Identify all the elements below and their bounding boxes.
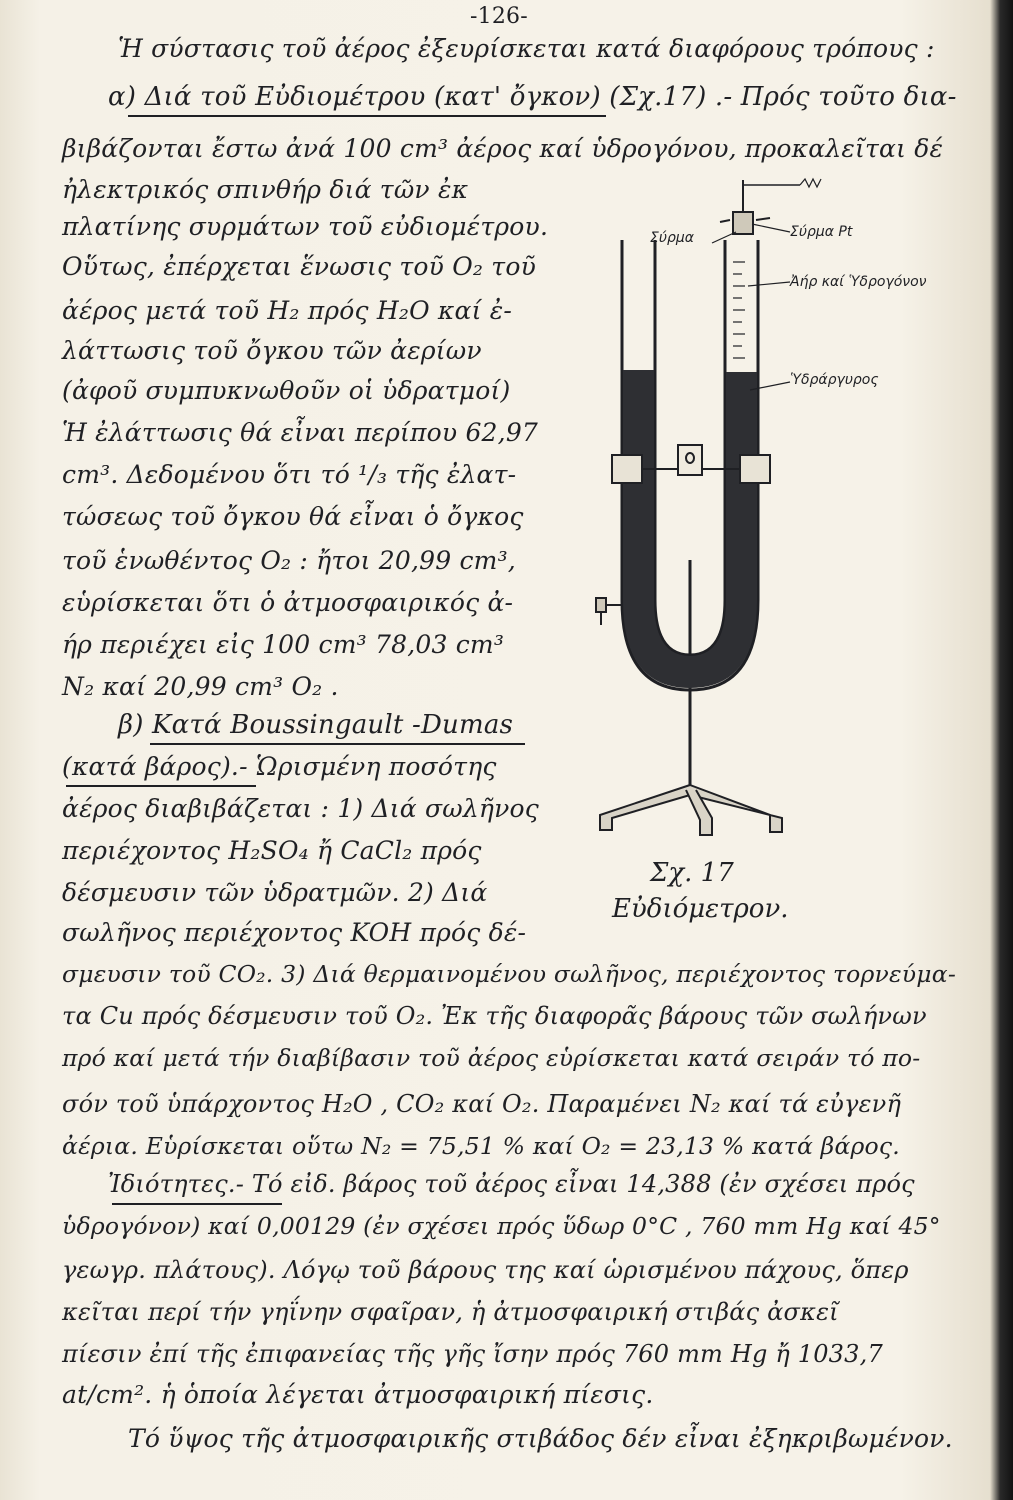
text-line: ἀέρια. Εὑρίσκεται οὕτω N₂ = 75,51 % καί O₂ = 23,13 % κατά βάρος. — [62, 1132, 900, 1160]
text-line: N₂ καί 20,99 cm³ O₂ . — [62, 672, 339, 701]
label-air-hydrogen: Ἀήρ καί Ὑδρογόνον — [790, 274, 927, 290]
text-line: κεῖται περί τήν γηΐνην σφαῖραν, ἡ ἀτμοσφαιρική στιβάς ἀσκεῖ — [62, 1298, 839, 1326]
text-line: α) Διά τοῦ Εὐδιομέτρου (κατ' ὄγκον) (Σχ.17) .- Πρός τοῦτο δια- — [108, 82, 957, 112]
text-line: πλατίνης συρμάτων τοῦ εὐδιομέτρου. — [62, 212, 549, 241]
text-line: πρό καί μετά τήν διαβίβασιν τοῦ ἀέρος εὑρίσκεται κατά σειράν τό πο- — [62, 1044, 921, 1072]
text-line: βιβάζονται ἔστω ἀνά 100 cm³ ἀέρος καί ὑδρογόνου, προκαλεῖται δέ — [62, 134, 944, 163]
eudiometer-drawing — [596, 179, 821, 835]
text-line: ἀέρος μετά τοῦ H₂ πρός H₂O καί ἐ- — [62, 296, 512, 325]
text-line: σωλῆνος περιέχοντος KOH πρός δέ- — [62, 918, 527, 947]
label-mercury: Ὑδράργυρος — [790, 372, 879, 388]
underline-method-a — [128, 115, 606, 117]
text-line: Ἡ σύστασις τοῦ ἀέρος ἐξευρίσκεται κατά διαφόρους τρόπους : — [118, 34, 935, 63]
text-line: at/cm². ἡ ὁποία λέγεται ἀτμοσφαιρική πίεσις. — [62, 1380, 654, 1409]
text-line: γεωγρ. πλάτους). Λόγῳ τοῦ βάρους της καί ὡρισμένου πάχους, ὅπερ — [62, 1256, 909, 1284]
text-line: λάττωσις τοῦ ὄγκου τῶν ἀερίων — [62, 336, 482, 365]
text-line: ἠλεκτρικός σπινθήρ διά τῶν ἐκ — [62, 175, 469, 204]
text-line: Οὕτως, ἐπέρχεται ἕνωσις τοῦ O₂ τοῦ — [62, 252, 536, 281]
text-line: εὑρίσκεται ὅτι ὁ ἀτμοσφαιρικός ἀ- — [62, 588, 514, 617]
text-line: σμευσιν τοῦ CO₂. 3) Διά θερμαινομένου σωλῆνος, περιέχοντος τορνεύμα- — [62, 960, 956, 988]
underline-method-b — [150, 743, 525, 745]
text-line: Ἡ ἐλάττωσις θά εἶναι περίπου 62,97 — [62, 418, 539, 447]
text-line: ὑδρογόνον) καί 0,00129 (ἐν σχέσει πρός ὕδωρ 0°C , 760 mm Hg καί 45° — [62, 1212, 941, 1240]
text-line: ἀέρος διαβιβάζεται : 1) Διά σωλῆνος — [62, 794, 539, 823]
underline-properties — [112, 1203, 282, 1205]
text-line: (ἀφοῦ συμπυκνωθοῦν οἱ ὑδρατμοί) — [62, 376, 511, 405]
text-line: πίεσιν ἐπί τῆς ἐπιφανείας τῆς γῆς ἴσην πρός 760 mm Hg ἤ 1033,7 — [62, 1340, 883, 1368]
underline-by-weight — [66, 785, 256, 787]
text-line: Τό ὕψος τῆς ἀτμοσφαιρικῆς στιβάδος δέν εἶναι ἐξηκριβωμένον. — [128, 1424, 953, 1453]
label-wire: Σύρμα — [650, 230, 694, 246]
text-line: Ἰδιότητες.- Τό εἰδ. βάρος τοῦ ἀέρος εἶναι 14,388 (ἐν σχέσει πρός — [108, 1170, 915, 1198]
text-line: περιέχοντος H₂SO₄ ἤ CaCl₂ πρός — [62, 836, 482, 865]
text-line: τοῦ ἑνωθέντος O₂ : ἤτοι 20,99 cm³, — [62, 546, 516, 575]
text-line: cm³. Δεδομένου ὅτι τό ¹/₃ τῆς ἐλατ- — [62, 460, 517, 489]
figure-title: Εὐδιόμετρον. — [612, 894, 789, 924]
label-platinum-wire: Σύρμα Pt — [790, 224, 853, 240]
text-line: τα Cu πρός δέσμευσιν τοῦ O₂. Ἐκ τῆς διαφορᾶς βάρους τῶν σωλήνων — [62, 1002, 927, 1030]
text-line: ήρ περιέχει εἰς 100 cm³ 78,03 cm³ — [62, 630, 505, 659]
figure-caption: Σχ. 17 — [650, 858, 734, 888]
text-line: τώσεως τοῦ ὄγκου θά εἶναι ὁ ὄγκος — [62, 502, 524, 531]
page-number: -126- — [470, 4, 528, 29]
text-line: δέσμευσιν τῶν ὑδρατμῶν. 2) Διά — [62, 878, 488, 907]
text-line: σόν τοῦ ὑπάρχοντος H₂O , CO₂ καί O₂. Παραμένει N₂ καί τά εὐγενῆ — [62, 1090, 902, 1118]
text-line: (κατά βάρος).- Ὡρισμένη ποσότης — [62, 752, 497, 781]
text-line: β) Κατά Boussingault -Dumas — [118, 710, 514, 740]
